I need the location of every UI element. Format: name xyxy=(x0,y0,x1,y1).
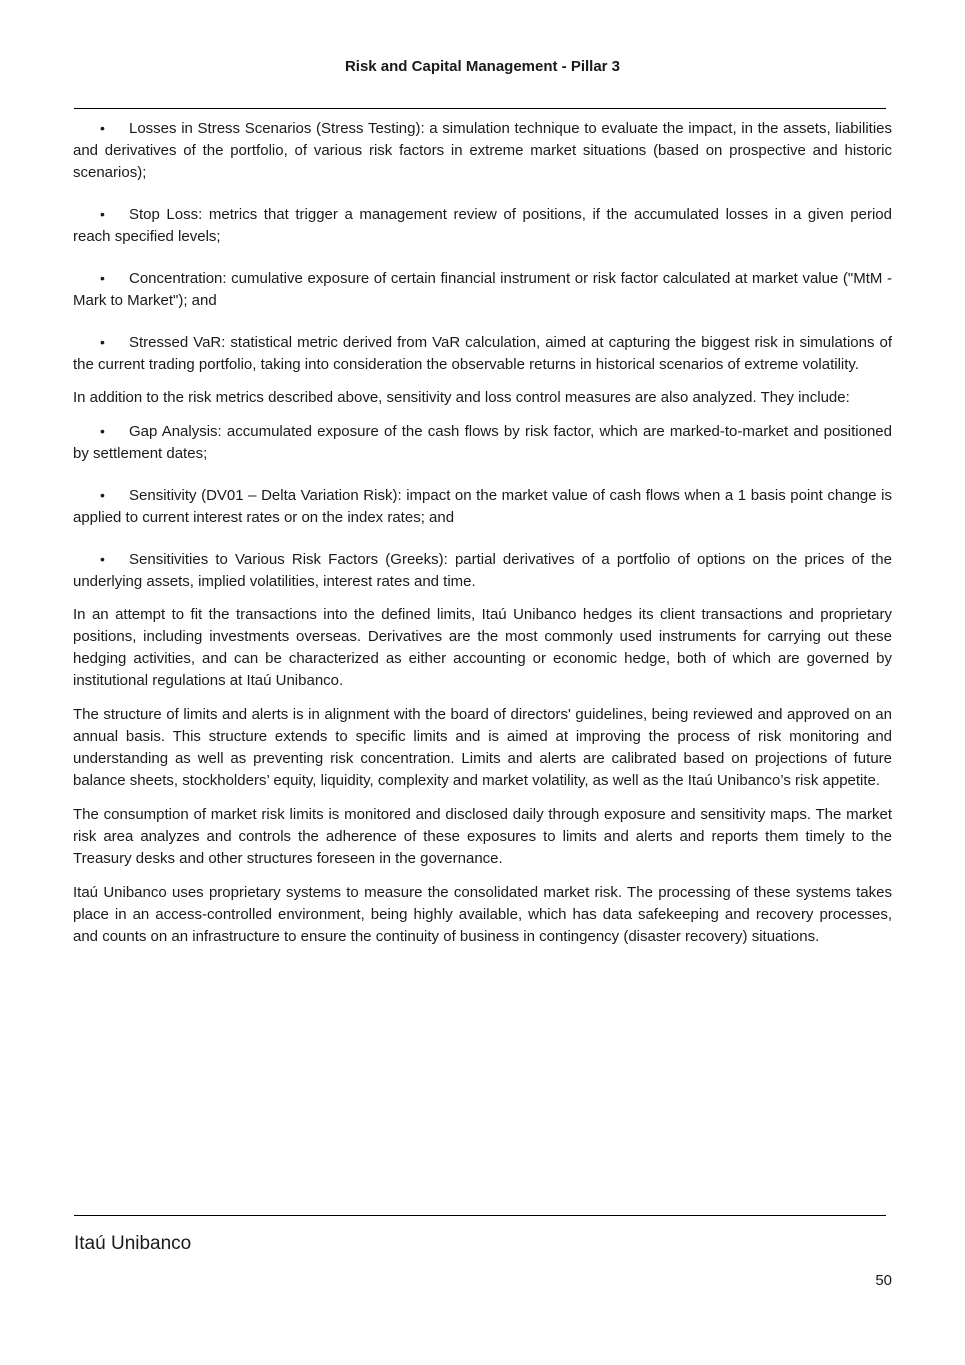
paragraph: In an attempt to fit the transactions into the defined limits, Itaú Unibanco hedges its client transactions and proprietary positions, including investments overseas. Derivatives are the most commonly used instruments for carrying out these hedging activities, and can be characterized as either accounting or economic hedge, both of which are governed by institutional regulations at Itaú Unibanco. xyxy=(73,606,892,689)
header-divider xyxy=(74,108,886,109)
bullet-item: • Sensitivity (DV01 – Delta Variation Risk): impact on the market value of cash flows when a 1 basis point change is applied to current interest rates or on the index rates; and xyxy=(73,485,892,529)
document-body xyxy=(73,118,892,960)
page-number: 50 xyxy=(875,1272,892,1289)
paragraph: The consumption of market risk limits is monitored and disclosed daily through exposure and sensitivity maps. The market risk area analyzes and controls the adherence of these exposures to limits and alerts and reports them timely to the Treasury desks and other structures foreseen in the governance. xyxy=(73,806,892,867)
bullet-item: • Sensitivities to Various Risk Factors (Greeks): partial derivatives of a portfolio of options on the prices of the underlying assets, implied volatilities, interest rates and time. xyxy=(73,549,892,593)
footer-company-name: Itaú Unibanco xyxy=(74,1233,192,1254)
bullet-item: • Stop Loss: metrics that trigger a management review of positions, if the accumulated losses in a given period reach specified levels; xyxy=(73,204,892,248)
bullet-dot-icon: • xyxy=(100,120,105,136)
bullet-item: • Gap Analysis: accumulated exposure of the cash flows by risk factor, which are marked-to-market and positioned by settlement dates; xyxy=(73,421,892,465)
bullet-dot-icon: • xyxy=(100,270,105,286)
bullet-dot-icon: • xyxy=(100,423,105,439)
paragraph: Itaú Unibanco uses proprietary systems to measure the consolidated market risk. The processing of these systems takes place in an access-controlled environment, being highly available, which has data safekeeping and recovery processes, and counts on an infrastructure to ensure the continuity of business in contingency (disaster recovery) situations. xyxy=(73,884,892,945)
bullet-dot-icon: • xyxy=(100,487,105,503)
bullet-dot-icon: • xyxy=(100,334,105,350)
paragraph: The structure of limits and alerts is in alignment with the board of directors' guidelines, being reviewed and approved on an annual basis. This structure extends to specific limits and is aimed at improving the process of risk monitoring and understanding as well as preventing risk concentration. Limits and alerts are calibrated based on projections of future balance sheets, stockholders’ equity, liquidity, complexity and market volatility, as well as the Itaú Unibanco’s risk appetite. xyxy=(73,706,892,789)
bullet-item: • Losses in Stress Scenarios (Stress Testing): a simulation technique to evaluate the impact, in the assets, liabilities and derivatives of the portfolio, of various risk factors in extreme market situations (based on prospective and historic scenarios); xyxy=(73,118,892,184)
footer-divider xyxy=(74,1215,886,1216)
bullet-dot-icon: • xyxy=(100,206,105,222)
bullet-item: • Stressed VaR: statistical metric derived from VaR calculation, aimed at capturing the biggest risk in simulations of the current trading portfolio, taking into consideration the observable returns in historical scenarios of extreme volatility. xyxy=(73,332,892,376)
bullet-item: • Concentration: cumulative exposure of certain financial instrument or risk factor calculated at market value ("MtM - Mark to Market"); and xyxy=(73,268,892,312)
paragraph-intro: In addition to the risk metrics described above, sensitivity and loss control measures are also analyzed. They include: xyxy=(73,389,850,406)
page-header-title: Risk and Capital Management - Pillar 3 xyxy=(344,58,621,75)
bullet-dot-icon: • xyxy=(100,551,105,567)
